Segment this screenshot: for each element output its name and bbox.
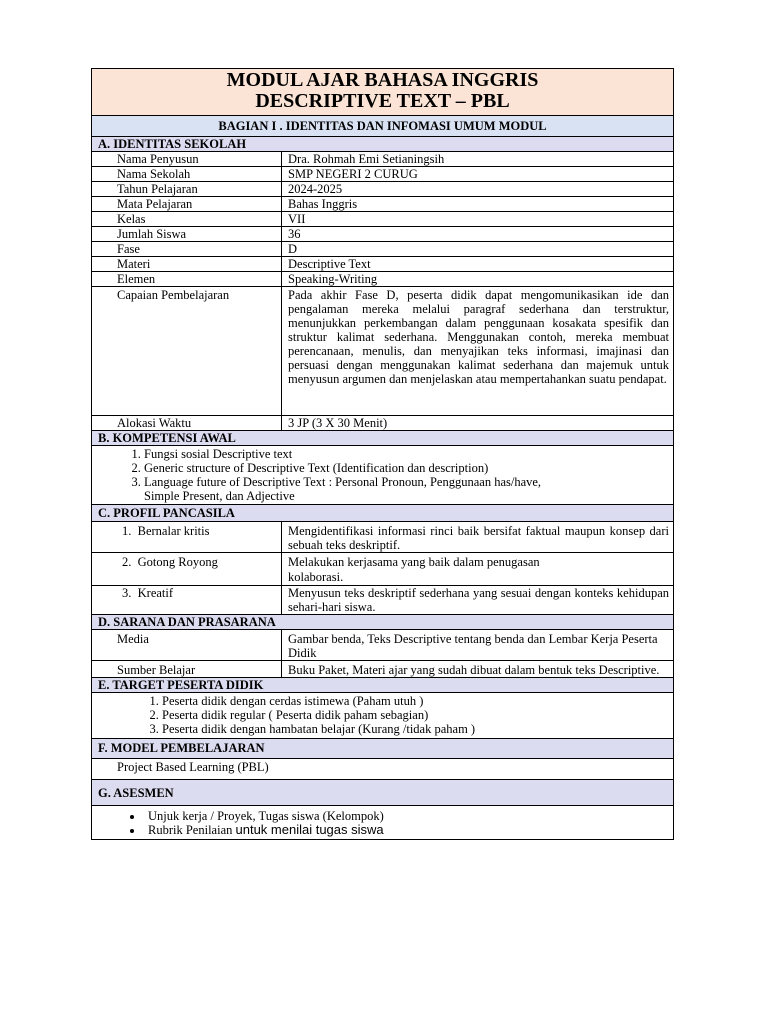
section-e-list-cell (92, 693, 674, 739)
capaian-label: Capaian Pembelajaran (92, 287, 282, 416)
identity-label: Fase (92, 242, 282, 257)
section-b-heading: B. KOMPETENSI AWAL (92, 431, 674, 446)
identity-label: Jumlah Siswa (92, 227, 282, 242)
module-table (91, 68, 674, 840)
profil-row (92, 586, 674, 615)
profil-label-cell (92, 586, 282, 615)
list-item: 3. Peserta didik dengan hambatan belajar (Kurang /tidak paham ) (162, 722, 669, 736)
section-d-heading: D. SARANA DAN PRASARANA (92, 615, 674, 630)
section-b-heading-row (92, 431, 674, 446)
profil-number: 2. (122, 555, 132, 569)
title-line-2: DESCRIPTIVE TEXT – PBL (255, 90, 510, 112)
profil-row (92, 553, 674, 586)
identity-value: Descriptive Text (282, 257, 674, 272)
sarana-row (92, 661, 674, 678)
identity-label: Materi (92, 257, 282, 272)
asesmen-row (92, 806, 674, 840)
model-row (92, 759, 674, 780)
bagian-heading: BAGIAN I . IDENTITAS DAN INFOMASI UMUM MODUL (92, 116, 674, 137)
identity-row (92, 257, 674, 272)
identity-row (92, 152, 674, 167)
section-e-list-row (92, 693, 674, 739)
list-item: 3. Language future of Descriptive Text : Personal Pronoun, Penggunaan has/have, Simple Present, dan Adjective (144, 475, 559, 503)
profil-value: Mengidentifikasi informasi rinci baik bersifat faktual maupun konsep dari sebuah teks deskriptif. (282, 522, 674, 553)
list-item: • Unjuk kerja / Proyek, Tugas siswa (Kelompok) (144, 809, 669, 823)
identity-value: D (282, 242, 674, 257)
sarana-value: Buku Paket, Materi ajar yang sudah dibuat dalam bentuk teks Descriptive. (282, 661, 674, 678)
profil-number: 3. (122, 586, 132, 600)
module-document (91, 68, 673, 840)
asesmen-item-part: untuk menilai tugas siswa (235, 822, 384, 837)
identity-label: Elemen (92, 272, 282, 287)
section-f-heading-row (92, 739, 674, 759)
asesmen-list (92, 807, 669, 837)
target-list (92, 694, 669, 736)
sarana-label: Media (92, 630, 282, 661)
identity-value: Speaking-Writing (282, 272, 674, 287)
list-item: 2. Peserta didik regular ( Peserta didik paham sebagian) (162, 708, 669, 722)
sarana-value: Gambar benda, Teks Descriptive tentang benda dan Lembar Kerja Peserta Didik (282, 630, 674, 661)
section-b-list-row (92, 446, 674, 505)
asesmen-item-part: Rubrik Penilaian (148, 823, 236, 837)
section-d-heading-row (92, 615, 674, 630)
capaian-value: Pada akhir Fase D, peserta didik dapat mengomunikasikan ide dan pengalaman mereka melalui paragraf sederhana dan terstruktur, menunjukkan perkembangan dalam penggunaan kosakata spesifik dan struktur kalimat sederhana. Menggunakan contoh, mereka membuat perencanaan, menulis, dan menyajikan teks informasi, imajinasi dan persuasi dengan menggunakan kalimat sederhana dan majemuk untuk menyusun argumen dan menjelaskan atau mempertahankan suatu pendapat. (282, 287, 674, 416)
identity-label: Mata Pelajaran (92, 197, 282, 212)
identity-row (92, 167, 674, 182)
profil-label: Bernalar kritis (137, 524, 210, 538)
profil-label: Kreatif (137, 586, 174, 600)
alokasi-label: Alokasi Waktu (92, 416, 282, 431)
identity-label: Nama Sekolah (92, 167, 282, 182)
sarana-label: Sumber Belajar (92, 661, 282, 678)
identity-value: Dra. Rohmah Emi Setianingsih (282, 152, 674, 167)
alokasi-row (92, 416, 674, 431)
identity-value: SMP NEGERI 2 CURUG (282, 167, 674, 182)
title-row (92, 69, 674, 116)
section-g-heading: G. ASESMEN (92, 780, 674, 806)
profil-value: Menyusun teks deskriptif sederhana yang sesuai dengan konteks kehidupan sehari-hari siswa. (282, 586, 674, 615)
alokasi-value: 3 JP (3 X 30 Menit) (282, 416, 674, 431)
asesmen-cell (92, 806, 674, 840)
section-e-heading-row (92, 678, 674, 693)
identity-row (92, 242, 674, 257)
section-g-heading-row (92, 780, 674, 806)
section-c-heading: C. PROFIL PANCASILA (92, 505, 674, 522)
identity-row (92, 212, 674, 227)
section-a-heading: A. IDENTITAS SEKOLAH (92, 137, 674, 152)
identity-value: Bahas Inggris (282, 197, 674, 212)
identity-row (92, 182, 674, 197)
title-cell (92, 69, 674, 116)
bagian-row (92, 116, 674, 137)
identity-value: 2024-2025 (282, 182, 674, 197)
profil-label-cell (92, 553, 282, 586)
model-value: Project Based Learning (PBL) (92, 759, 674, 780)
identity-row (92, 272, 674, 287)
section-e-heading: E. TARGET PESERTA DIDIK (92, 678, 674, 693)
profil-number: 1. (122, 524, 132, 538)
sarana-row (92, 630, 674, 661)
list-item: 1. Fungsi sosial Descriptive text (144, 447, 559, 461)
list-item: 1. Peserta didik dengan cerdas istimewa (Paham utuh ) (162, 694, 669, 708)
section-c-heading-row (92, 505, 674, 522)
profil-label-cell (92, 522, 282, 553)
identity-label: Nama Penyusun (92, 152, 282, 167)
profil-row (92, 522, 674, 553)
section-b-list-cell (92, 446, 674, 505)
profil-label: Gotong Royong (137, 555, 218, 569)
profil-value: Melakukan kerjasama yang baik dalam penugasan kolaborasi. (282, 553, 674, 586)
identity-value: 36 (282, 227, 674, 242)
section-a-heading-row (92, 137, 674, 152)
capaian-row (92, 287, 674, 416)
identity-row (92, 227, 674, 242)
identity-row (92, 197, 674, 212)
identity-value: VII (282, 212, 674, 227)
title-line-1: MODUL AJAR BAHASA INGGRIS (226, 69, 539, 91)
section-f-heading: F. MODEL PEMBELAJARAN (92, 739, 674, 759)
list-item: 2. Generic structure of Descriptive Text (Identification dan description) (144, 461, 559, 475)
list-item (144, 823, 669, 837)
kompetensi-list (92, 447, 669, 503)
identity-label: Tahun Pelajaran (92, 182, 282, 197)
identity-label: Kelas (92, 212, 282, 227)
